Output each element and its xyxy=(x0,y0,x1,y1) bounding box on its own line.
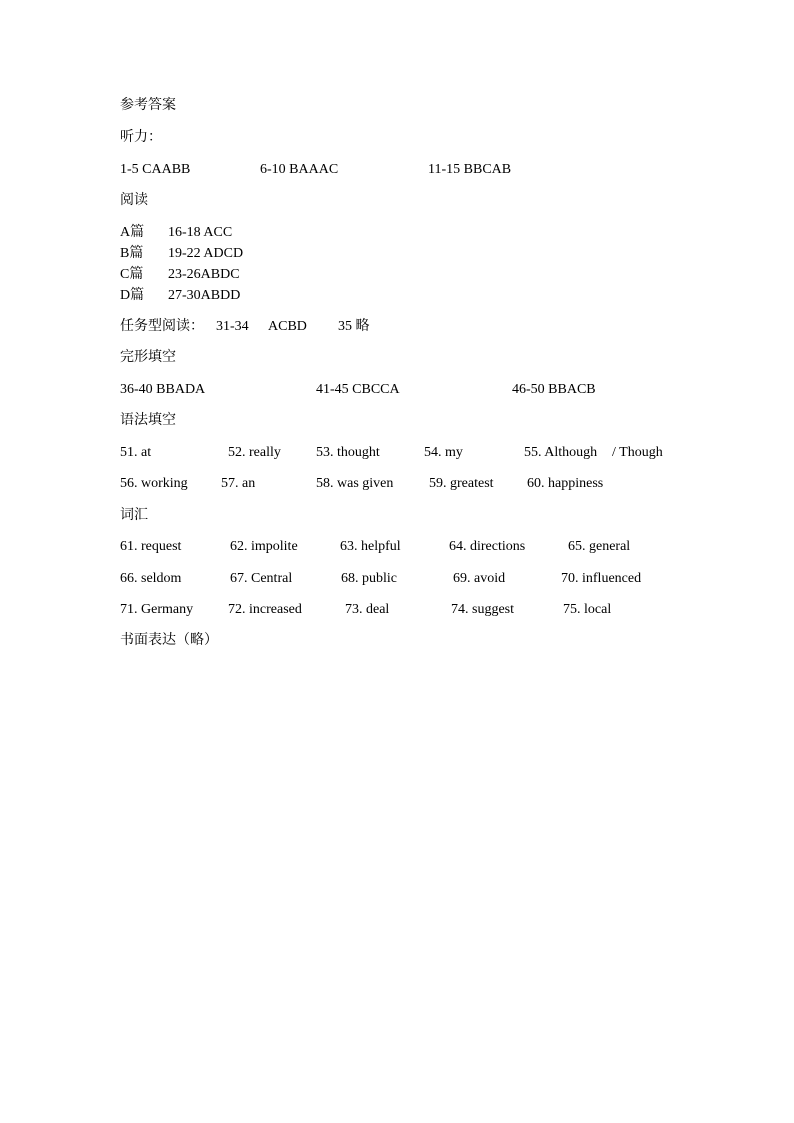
listening-answer: 6-10 BAAAC xyxy=(260,162,339,177)
listening-heading: 听力： xyxy=(120,130,162,145)
cloze-answer: 46-50 BBACB xyxy=(512,382,596,397)
vocabulary-answer: 66. seldom xyxy=(120,571,182,586)
vocabulary-answer: 64. directions xyxy=(449,539,526,554)
reading-label: B篇 xyxy=(120,246,144,261)
vocabulary-answer: 63. helpful xyxy=(340,539,401,554)
page-title: 参考答案 xyxy=(120,98,176,113)
grammar-answer: 59. greatest xyxy=(429,476,494,491)
listening-answer: 11-15 BBCAB xyxy=(428,162,512,177)
task-reading-answer: ACBD xyxy=(268,319,307,334)
grammar-answer: 52. really xyxy=(228,445,281,460)
vocabulary-answer: 71. Germany xyxy=(120,602,194,617)
grammar-answer: 54. my xyxy=(424,445,463,460)
reading-answer: 23-26ABDC xyxy=(168,267,240,282)
grammar-answer: 58. was given xyxy=(316,476,394,491)
vocabulary-answer: 67. Central xyxy=(230,571,293,586)
cloze-answer: 36-40 BBADA xyxy=(120,382,206,397)
grammar-answer: 55. Although xyxy=(524,445,598,460)
vocabulary-answer: 72. increased xyxy=(228,602,302,617)
vocabulary-answer: 73. deal xyxy=(345,602,390,617)
listening-answer: 1-5 CAABB xyxy=(120,162,191,177)
grammar-answer: 60. happiness xyxy=(527,476,604,491)
reading-heading: 阅读 xyxy=(120,193,148,208)
vocabulary-answer: 61. request xyxy=(120,539,182,554)
task-reading-item-35: 35 略 xyxy=(338,319,370,334)
grammar-answer-alt: / Though xyxy=(612,445,663,460)
vocabulary-answer: 69. avoid xyxy=(453,571,506,586)
grammar-heading: 语法填空 xyxy=(120,413,176,428)
grammar-answer: 51. at xyxy=(120,445,152,460)
cloze-heading: 完形填空 xyxy=(120,350,176,365)
writing-heading: 书面表达（略） xyxy=(120,633,218,648)
vocabulary-answer: 70. influenced xyxy=(561,571,642,586)
reading-label: D篇 xyxy=(120,288,145,303)
vocabulary-answer: 65. general xyxy=(568,539,631,554)
grammar-answer: 57. an xyxy=(221,476,256,491)
vocabulary-answer: 75. local xyxy=(563,602,612,617)
cloze-answer: 41-45 CBCCA xyxy=(316,382,400,397)
task-reading-label: 任务型阅读： xyxy=(120,319,204,334)
reading-label: A篇 xyxy=(120,225,145,240)
grammar-answer: 53. thought xyxy=(316,445,380,460)
reading-answer: 16-18 ACC xyxy=(168,225,233,240)
reading-answer: 27-30ABDD xyxy=(168,288,241,303)
vocabulary-answer: 68. public xyxy=(341,571,397,586)
vocabulary-answer: 74. suggest xyxy=(451,602,514,617)
reading-answer: 19-22 ADCD xyxy=(168,246,244,261)
task-reading-range: 31-34 xyxy=(216,319,249,334)
vocabulary-answer: 62. impolite xyxy=(230,539,298,554)
vocabulary-heading: 词汇 xyxy=(120,508,148,523)
reading-label: C篇 xyxy=(120,267,144,282)
grammar-answer: 56. working xyxy=(120,476,188,491)
